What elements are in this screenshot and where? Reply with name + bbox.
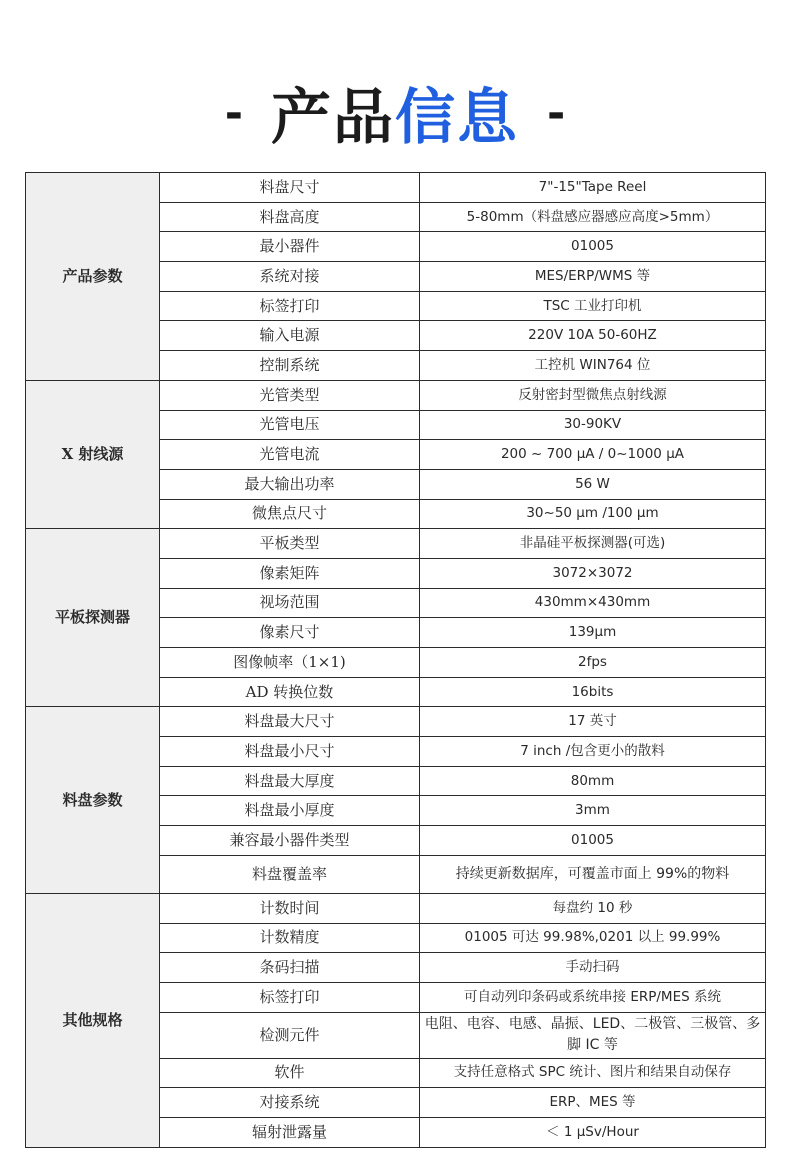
spec-value: 7"-15"Tape Reel [420, 173, 766, 203]
spec-label: 料盘最大尺寸 [160, 707, 420, 737]
spec-label: 输入电源 [160, 321, 420, 351]
spec-label: 控制系统 [160, 351, 420, 381]
spec-label: 计数时间 [160, 893, 420, 923]
title-part-2: 信息 [395, 83, 519, 153]
table-row [26, 707, 766, 737]
spec-label: 标签打印 [160, 982, 420, 1012]
category-xray-source: X 射线源 [26, 380, 160, 528]
spec-value: 430mm×430mm [420, 588, 766, 618]
spec-label: 最小器件 [160, 232, 420, 262]
spec-value: 3mm [420, 796, 766, 826]
spec-label: 料盘尺寸 [160, 173, 420, 203]
table-row [26, 380, 766, 410]
spec-value: 01005 [420, 826, 766, 856]
spec-table [25, 172, 766, 1148]
spec-value: 5-80mm（料盘感应器感应高度>5mm） [420, 202, 766, 232]
spec-value: TSC 工业打印机 [420, 291, 766, 321]
spec-value: 7 inch /包含更小的散料 [420, 737, 766, 767]
title-part-1: 产品 [271, 83, 395, 153]
spec-label: 料盘最小尺寸 [160, 737, 420, 767]
spec-label: 对接系统 [160, 1088, 420, 1118]
spec-value: 220V 10A 50-60HZ [420, 321, 766, 351]
spec-label: 像素尺寸 [160, 618, 420, 648]
spec-label: 像素矩阵 [160, 558, 420, 588]
spec-value: 手动扫码 [420, 953, 766, 983]
spec-value: 每盘约 10 秒 [420, 893, 766, 923]
spec-label: AD 转换位数 [160, 677, 420, 707]
spec-label: 料盘高度 [160, 202, 420, 232]
spec-value: 30~50 µm /100 µm [420, 499, 766, 529]
spec-value: 3072×3072 [420, 558, 766, 588]
table-row [26, 893, 766, 923]
spec-label: 光管电压 [160, 410, 420, 440]
title-right-dash: - [547, 87, 566, 139]
category-other-specs: 其他规格 [26, 893, 160, 1147]
table-row [26, 529, 766, 559]
category-product-params: 产品参数 [26, 173, 160, 381]
spec-value: 2fps [420, 648, 766, 678]
spec-label: 软件 [160, 1058, 420, 1088]
spec-label: 计数精度 [160, 923, 420, 953]
spec-value: 200 ~ 700 µA / 0~1000 µA [420, 440, 766, 470]
spec-value: 80mm [420, 766, 766, 796]
spec-label: 检测元件 [160, 1012, 420, 1058]
spec-label: 料盘最小厚度 [160, 796, 420, 826]
spec-value: 56 W [420, 469, 766, 499]
spec-value: MES/ERP/WMS 等 [420, 262, 766, 292]
spec-value: 139µm [420, 618, 766, 648]
spec-value: ERP、MES 等 [420, 1088, 766, 1118]
spec-value: 电阻、电容、电感、晶振、LED、二极管、三极管、多脚 IC 等 [420, 1012, 766, 1058]
spec-label: 兼容最小器件类型 [160, 826, 420, 856]
spec-label: 标签打印 [160, 291, 420, 321]
title-left-dash: - [224, 87, 243, 139]
spec-value: 30-90KV [420, 410, 766, 440]
spec-value: 非晶硅平板探测器(可选) [420, 529, 766, 559]
category-flat-panel-detector: 平板探测器 [26, 529, 160, 707]
spec-label: 料盘覆盖率 [160, 855, 420, 893]
spec-label: 微焦点尺寸 [160, 499, 420, 529]
spec-value: 工控机 WIN764 位 [420, 351, 766, 381]
spec-value: 反射密封型微焦点射线源 [420, 380, 766, 410]
spec-label: 图像帧率（1×1) [160, 648, 420, 678]
spec-value: 16bits [420, 677, 766, 707]
spec-value: 持续更新数据库，可覆盖市面上 99%的物料 [420, 855, 766, 893]
spec-value: 17 英寸 [420, 707, 766, 737]
spec-value: 01005 [420, 232, 766, 262]
category-reel-params: 料盘参数 [26, 707, 160, 893]
spec-label: 光管电流 [160, 440, 420, 470]
spec-value: 支持任意格式 SPC 统计、图片和结果自动保存 [420, 1058, 766, 1088]
spec-label: 光管类型 [160, 380, 420, 410]
spec-label: 平板类型 [160, 529, 420, 559]
spec-value: 01005 可达 99.98%,0201 以上 99.99% [420, 923, 766, 953]
spec-label: 条码扫描 [160, 953, 420, 983]
spec-label: 系统对接 [160, 262, 420, 292]
spec-value: 可自动列印条码或系统串接 ERP/MES 系统 [420, 982, 766, 1012]
spec-label: 最大输出功率 [160, 469, 420, 499]
spec-label: 辐射泄露量 [160, 1117, 420, 1147]
page-title [0, 78, 790, 153]
spec-label: 视场范围 [160, 588, 420, 618]
table-row [26, 173, 766, 203]
spec-value: ＜ 1 µSv/Hour [420, 1117, 766, 1147]
spec-label: 料盘最大厚度 [160, 766, 420, 796]
